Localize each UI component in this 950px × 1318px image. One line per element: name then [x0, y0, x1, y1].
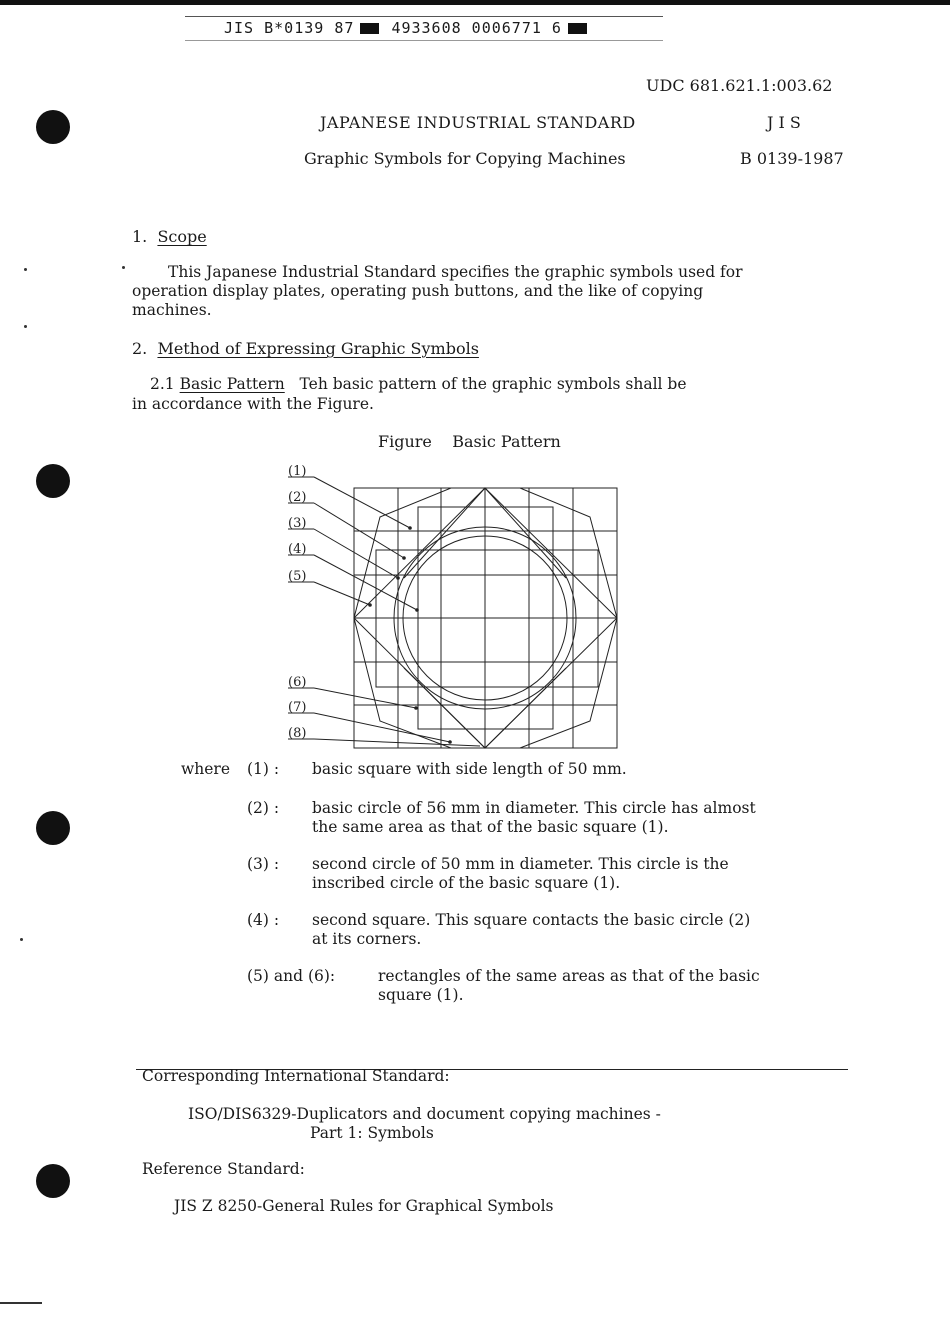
callout-label-3: (3) [288, 516, 307, 531]
legend-text-1: basic square with side length of 50 mm. [312, 760, 627, 778]
legend-key-2: (2) : [247, 799, 280, 817]
section-1-heading [132, 227, 207, 246]
legend-key-4: (4) : [247, 911, 280, 929]
figure-caption [378, 432, 561, 451]
callout-label-8: (8) [288, 726, 307, 741]
section-1-number: 1. [132, 227, 148, 246]
basic-pattern-figure [280, 460, 625, 752]
document-number: B 0139-1987 [740, 149, 844, 168]
section-2-heading [132, 339, 479, 358]
subsection-2-1-title: Basic Pattern [179, 375, 285, 393]
scan-mark [0, 1302, 42, 1304]
legend-text-2b: the same area as that of the basic square (1). [312, 818, 669, 836]
punch-hole-icon [36, 464, 70, 498]
scan-speck [122, 266, 125, 269]
legend-text-3a: second circle of 50 mm in diameter. This circle is the [312, 855, 729, 873]
legend-where: where [181, 760, 231, 778]
legend-key-3: (3) : [247, 855, 280, 873]
scope-text-line-1: This Japanese Industrial Standard specifies the graphic symbols used for [168, 263, 743, 281]
subsection-2-1-text: Teh basic pattern of the graphic symbols shall be [299, 375, 687, 393]
punch-hole-icon [36, 110, 70, 144]
stamp-rule-bottom [185, 40, 663, 41]
section-2-title: Method of Expressing Graphic Symbols [157, 339, 479, 358]
scan-speck [24, 325, 27, 328]
reference-standard-label: Reference Standard: [142, 1160, 305, 1178]
jis-mark: J I S [767, 113, 801, 132]
iso-reference-line-2: Part 1: Symbols [310, 1124, 434, 1142]
legend-text-2a: basic circle of 56 mm in diameter. This circle has almost [312, 799, 756, 817]
callout-label-2: (2) [288, 490, 307, 505]
standard-title: JAPANESE INDUSTRIAL STANDARD [320, 113, 636, 132]
document-stamp [224, 19, 589, 37]
scan-speck [20, 938, 23, 941]
callout-label-5: (5) [288, 569, 307, 584]
punch-hole-icon [36, 811, 70, 845]
section-1-title: Scope [157, 227, 207, 246]
callout-label-4: (4) [288, 542, 307, 557]
leader-endpoints [368, 526, 452, 744]
legend-text-3b: inscribed circle of the basic square (1). [312, 874, 621, 892]
top-edge-rule [0, 0, 950, 5]
figure-caption-label: Figure [378, 432, 432, 451]
section-2-number: 2. [132, 339, 148, 358]
udc-number: UDC 681.621.1:003.62 [646, 76, 833, 95]
callout-label-7: (7) [288, 700, 307, 715]
stamp-block-icon [360, 23, 379, 34]
punch-hole-icon [36, 1164, 70, 1198]
legend-text-5b: square (1). [378, 986, 464, 1004]
subsection-2-1-number: 2.1 [150, 375, 175, 393]
stamp-right-code: 4933608 0006771 6 [391, 19, 562, 37]
document-title: Graphic Symbols for Copying Machines [304, 149, 626, 168]
stamp-block-icon [568, 23, 587, 34]
legend-text-4a: second square. This square contacts the basic circle (2) [312, 911, 751, 929]
corresponding-standard-label: Corresponding International Standard: [142, 1067, 450, 1085]
legend-key-1: (1) : [247, 760, 280, 778]
legend-text-4b: at its corners. [312, 930, 422, 948]
scope-text-line-2: operation display plates, operating push buttons, and the like of copying [132, 282, 704, 300]
scope-text-line-3: machines. [132, 301, 212, 319]
legend-text-5a: rectangles of the same areas as that of the basic [378, 967, 760, 985]
reference-standard-line: JIS Z 8250-General Rules for Graphical Symbols [174, 1197, 554, 1215]
callout-leaders [288, 477, 480, 746]
iso-reference-line-1: ISO/DIS6329-Duplicators and document copying machines - [188, 1105, 661, 1123]
subsection-2-1-line-1 [150, 375, 687, 394]
subsection-2-1-line-2: in accordance with the Figure. [132, 395, 374, 413]
stamp-rule-top [185, 16, 663, 17]
callout-label-1: (1) [288, 464, 307, 479]
figure-caption-title: Basic Pattern [452, 432, 561, 451]
scan-speck [24, 268, 27, 271]
stamp-left-code: JIS B*0139 87 [224, 19, 355, 37]
legend-key-5: (5) and (6): [247, 967, 336, 985]
callout-label-6: (6) [288, 675, 307, 690]
